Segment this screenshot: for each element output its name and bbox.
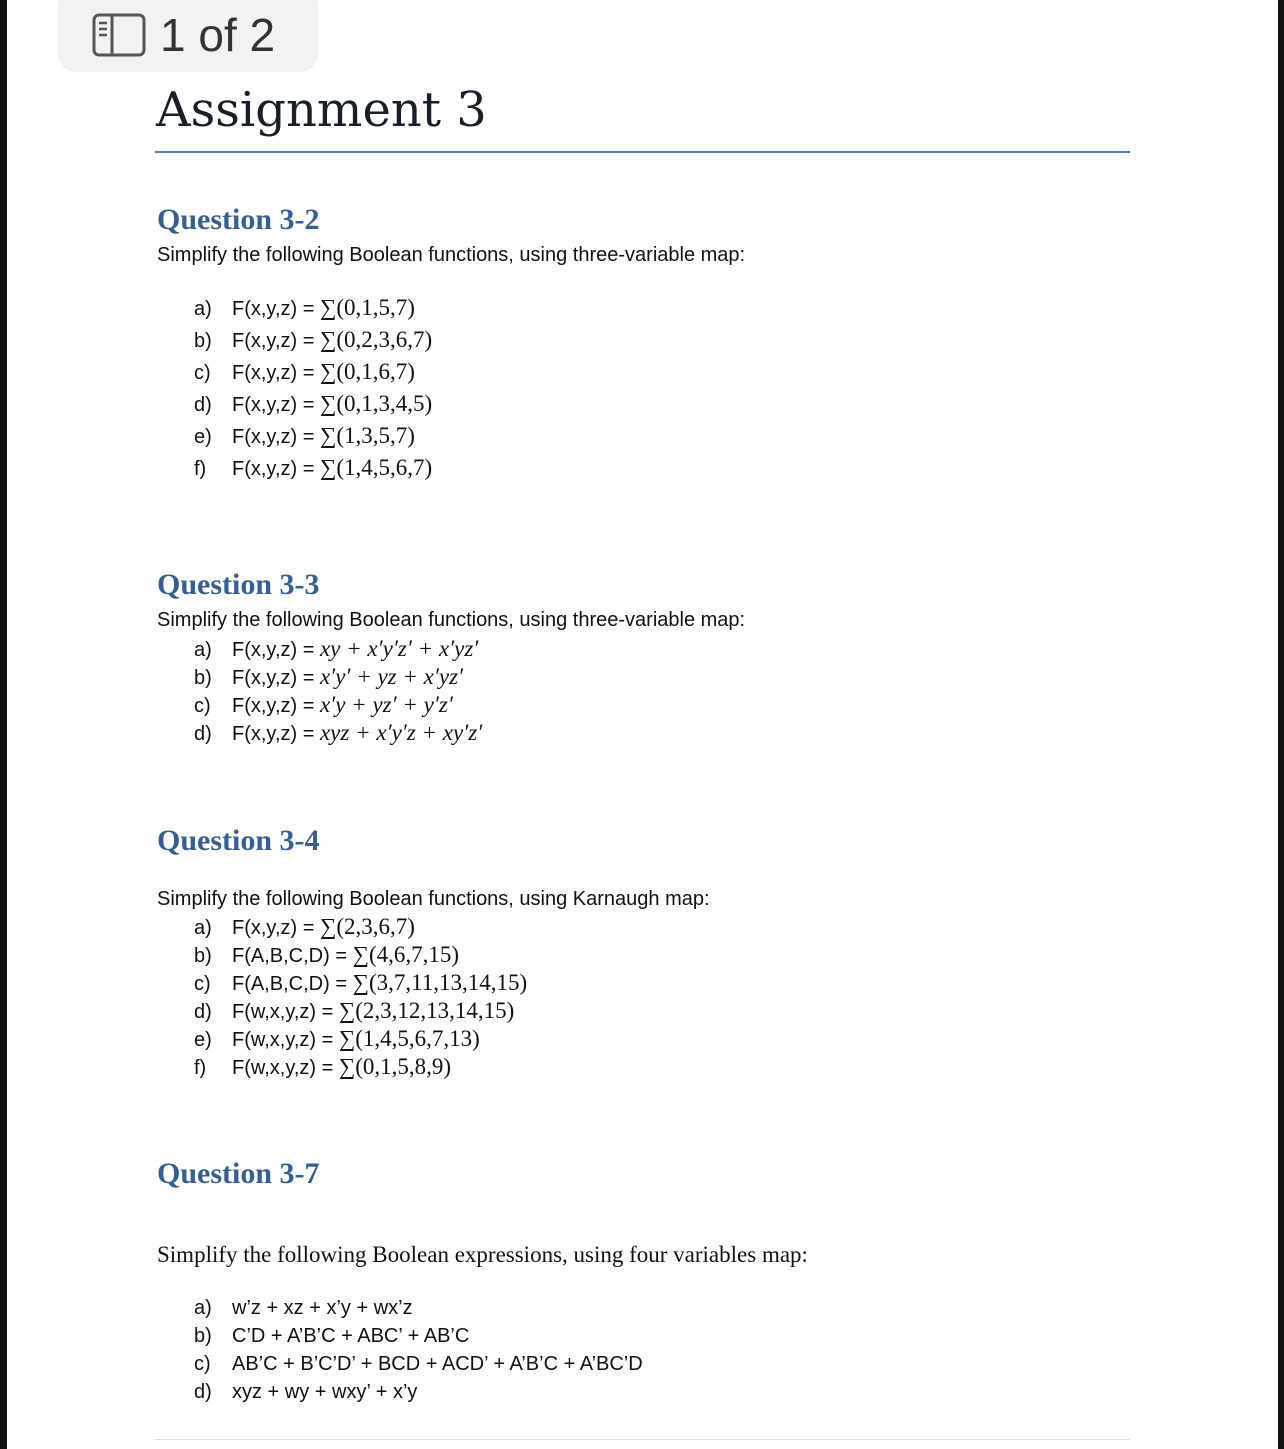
list-item — [194, 914, 527, 942]
item-lhs: F(x,y,z) = — [232, 458, 315, 480]
item-rhs: x′y + yz′ + y′z′ — [319, 692, 453, 717]
list-item — [194, 1026, 527, 1054]
item-rhs: xy + x′y′z′ + x′yz′ — [319, 636, 479, 661]
item-label: a) — [194, 298, 212, 320]
page-indicator[interactable] — [58, 0, 318, 72]
list-item — [194, 998, 527, 1026]
item-lhs: F(w,x,y,z) = — [232, 1057, 334, 1079]
list-item — [194, 295, 432, 327]
list-item — [194, 636, 482, 664]
question-heading: Question 3-3 — [157, 568, 320, 601]
item-lhs: F(x,y,z) = — [232, 298, 315, 320]
item-lhs: F(x,y,z) = — [232, 362, 315, 384]
item-label: b) — [194, 330, 212, 352]
list-item — [194, 720, 482, 748]
sidebar-toggle-icon[interactable] — [92, 13, 146, 57]
list-item — [194, 970, 527, 998]
list-item — [194, 455, 432, 487]
item-lhs: F(x,y,z) = — [232, 917, 315, 939]
item-rhs: x′y′ + yz + x′yz′ — [319, 664, 464, 689]
item-label: d) — [194, 723, 212, 745]
item-label: b) — [194, 1325, 212, 1347]
item-label: a) — [194, 639, 212, 661]
item-lhs: F(A,B,C,D) = — [232, 973, 348, 995]
document-title: Assignment 3 — [156, 82, 487, 138]
question-list — [194, 295, 432, 487]
question-list — [194, 636, 482, 748]
list-item — [194, 391, 432, 423]
list-item — [194, 327, 432, 359]
item-label: a) — [194, 917, 212, 939]
item-lhs: F(x,y,z) = — [232, 723, 315, 745]
question-list — [194, 1297, 643, 1409]
item-rhs: ∑(2,3,12,13,14,15) — [338, 998, 515, 1023]
list-item — [194, 1054, 527, 1082]
item-label: b) — [194, 667, 212, 689]
item-lhs: F(w,x,y,z) = — [232, 1001, 334, 1023]
item-lhs: F(x,y,z) = — [232, 695, 315, 717]
question-heading: Question 3-7 — [157, 1157, 320, 1190]
item-rhs: ∑(2,3,6,7) — [319, 914, 415, 939]
item-lhs: F(w,x,y,z) = — [232, 1029, 334, 1051]
item-label: d) — [194, 1001, 212, 1023]
item-label: e) — [194, 426, 212, 448]
page-footer-rule — [155, 1439, 1130, 1440]
item-label: f) — [194, 1057, 207, 1079]
question-description: Simplify the following Boolean functions, using three-variable map: — [157, 609, 746, 631]
question-heading: Question 3-2 — [157, 203, 320, 236]
item-lhs: F(x,y,z) = — [232, 394, 315, 416]
item-label: c) — [194, 695, 211, 717]
item-rhs: ∑(3,7,11,13,14,15) — [352, 970, 528, 995]
item-label: b) — [194, 945, 212, 967]
item-lhs: F(A,B,C,D) = — [232, 945, 348, 967]
item-label: d) — [194, 1381, 212, 1403]
item-rhs: ∑(0,2,3,6,7) — [319, 327, 433, 352]
item-label: a) — [194, 1297, 212, 1319]
item-expression: AB’C + B’C’D’ + BCD + ACD’ + A’B’C + A’BC’D — [232, 1353, 643, 1375]
item-rhs: ∑(0,1,6,7) — [319, 359, 415, 384]
list-item — [194, 692, 482, 720]
window-edge-left — [0, 0, 7, 1449]
item-rhs: xyz + x′y′z + xy′z′ — [319, 720, 483, 745]
item-label: f) — [194, 458, 207, 480]
page-count: 1 of 2 — [160, 9, 276, 61]
item-rhs: ∑(0,1,3,4,5) — [319, 391, 433, 416]
item-label: c) — [194, 362, 211, 384]
list-item — [194, 359, 432, 391]
item-rhs: ∑(4,6,7,15) — [352, 942, 460, 967]
list-item — [194, 664, 482, 692]
list-item — [194, 1297, 643, 1325]
list-item — [194, 423, 432, 455]
item-label: e) — [194, 1029, 212, 1051]
list-item — [194, 942, 527, 970]
item-rhs: ∑(0,1,5,7) — [319, 295, 415, 320]
question-list — [194, 914, 527, 1082]
window-edge-right — [1278, 0, 1284, 1449]
list-item — [194, 1353, 643, 1381]
item-rhs: ∑(1,4,5,6,7,13) — [338, 1026, 480, 1051]
question-description: Simplify the following Boolean functions, using three-variable map: — [157, 244, 746, 266]
title-underline — [155, 151, 1130, 153]
item-rhs: ∑(0,1,5,8,9) — [338, 1054, 452, 1079]
item-label: d) — [194, 394, 212, 416]
item-rhs: ∑(1,4,5,6,7) — [319, 455, 433, 480]
question-description: Simplify the following Boolean expressions, using four variables map: — [157, 1242, 808, 1267]
item-lhs: F(x,y,z) = — [232, 667, 315, 689]
item-lhs: F(x,y,z) = — [232, 639, 315, 661]
question-heading: Question 3-4 — [157, 824, 320, 857]
list-item — [194, 1381, 643, 1409]
item-label: c) — [194, 973, 211, 995]
item-rhs: ∑(1,3,5,7) — [319, 423, 415, 448]
item-expression: w’z + xz + x’y + wx’z — [232, 1297, 413, 1319]
question-description: Simplify the following Boolean functions, using Karnaugh map: — [157, 888, 710, 910]
item-lhs: F(x,y,z) = — [232, 330, 315, 352]
item-expression: xyz + wy + wxy’ + x’y — [232, 1381, 418, 1403]
list-item — [194, 1325, 643, 1353]
item-lhs: F(x,y,z) = — [232, 426, 315, 448]
item-expression: C’D + A’B’C + ABC’ + AB’C — [232, 1325, 470, 1347]
item-label: c) — [194, 1353, 211, 1375]
